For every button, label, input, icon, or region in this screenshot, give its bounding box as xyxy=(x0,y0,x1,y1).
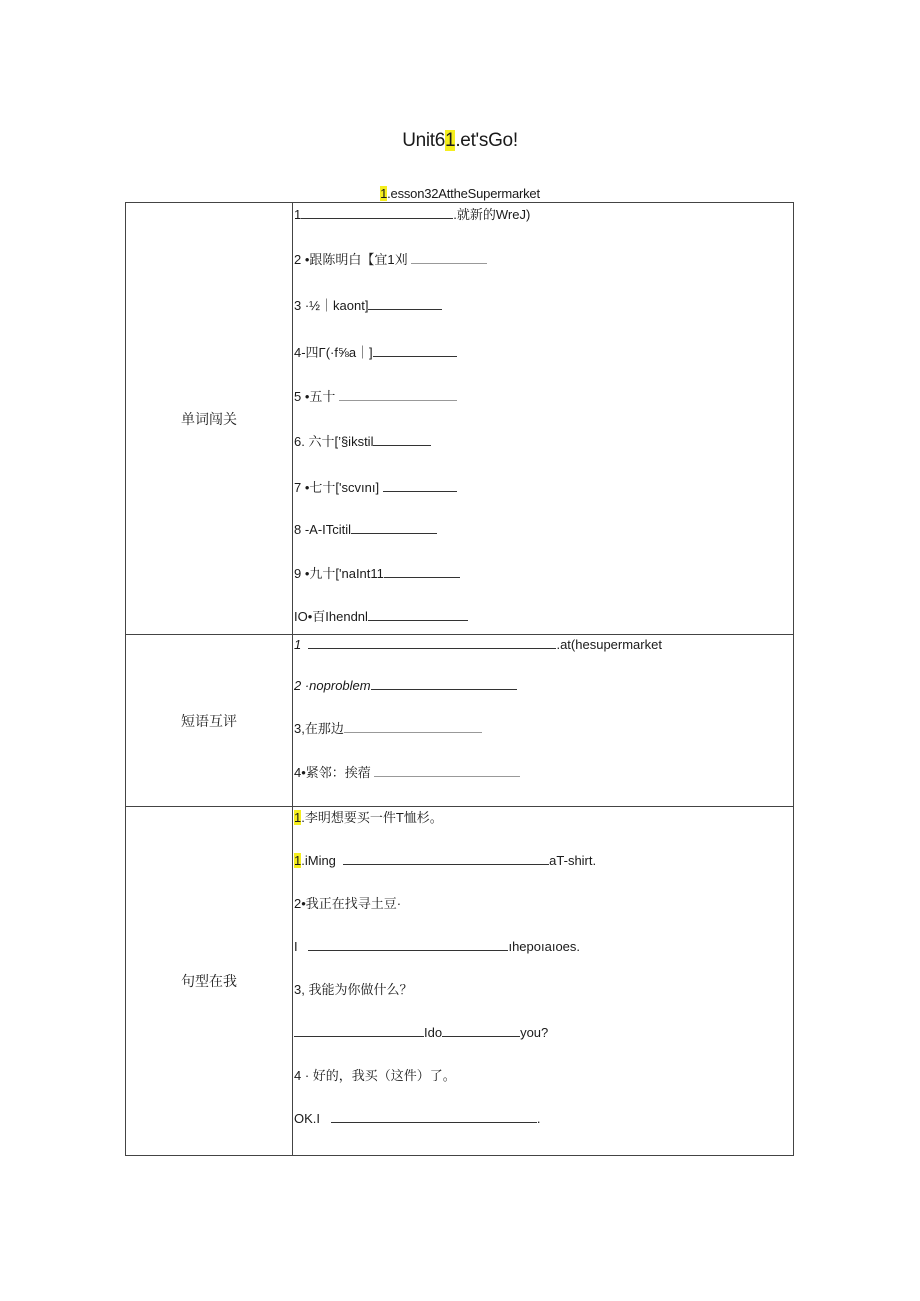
answer-blank[interactable] xyxy=(301,206,453,219)
answer-blank[interactable] xyxy=(308,938,508,951)
answer-blank[interactable] xyxy=(442,1024,520,1037)
highlight-mark: 1 xyxy=(294,810,302,825)
vocab-item-2: 2 •跟陈明白【宜1刈 xyxy=(294,251,487,268)
highlight-mark: 1 xyxy=(294,853,302,868)
sentence-item-4: 4 · 好的，我买（这件）了。 xyxy=(294,1068,456,1083)
page-title: Unit61.et'sGo! xyxy=(402,130,518,151)
answer-blank[interactable] xyxy=(384,565,460,578)
vocab-item-7: 7 •七十['scvını] xyxy=(294,479,457,496)
answer-blank[interactable] xyxy=(368,297,442,310)
section-label: 句型在我 xyxy=(126,807,293,1156)
answer-blank[interactable] xyxy=(344,720,482,733)
answer-blank[interactable] xyxy=(308,636,556,649)
vocab-item-9: 9 •九十['naInt11 xyxy=(294,565,460,582)
vocab-item-5: 5 •五十 xyxy=(294,388,457,405)
highlight-mark: 1 xyxy=(380,186,388,201)
phrase-item-3: 3,在那边 xyxy=(294,720,482,737)
answer-blank[interactable] xyxy=(411,251,487,264)
section-label: 单词闯关 xyxy=(126,203,293,635)
lesson-subtitle: 1.esson32AttheSupermarket xyxy=(380,186,540,201)
phrase-item-4: 4•紧邻：挨蓿 xyxy=(294,764,520,781)
answer-blank[interactable] xyxy=(351,521,437,534)
answer-blank[interactable] xyxy=(343,852,549,865)
sentence-item-1: 1.李明想要买一件T恤杉。 xyxy=(294,810,443,825)
answer-blank[interactable] xyxy=(339,388,457,401)
phrase-item-1: 1 .at(hesupermarket xyxy=(294,637,662,652)
answer-blank[interactable] xyxy=(373,344,457,357)
highlight-mark: 1 xyxy=(445,130,456,151)
sentence-item-3-english: Ido you? xyxy=(294,1024,548,1041)
vocab-item-1: 1 .就新的WreJ) xyxy=(294,207,531,222)
sentence-item-1-english: 1.iMing aT-shirt. xyxy=(294,853,597,868)
phrase-item-2: 2 ·noproblem xyxy=(294,677,517,694)
section-sentences xyxy=(126,807,794,1156)
section-content xyxy=(293,203,794,635)
answer-blank[interactable] xyxy=(374,764,520,777)
exercise-table xyxy=(125,202,794,1156)
vocab-item-10: IO•百Ihendnl xyxy=(294,608,468,625)
sentence-item-2: 2•我正在找寻土豆· xyxy=(294,896,402,911)
vocab-item-4: 4-四Γ(·f⅝a｜] xyxy=(294,344,457,361)
sentence-item-4-english: OK.I . xyxy=(294,1111,541,1126)
section-vocabulary xyxy=(126,203,794,635)
sentence-item-3: 3, 我能为你做什么？ xyxy=(294,982,413,997)
answer-blank[interactable] xyxy=(371,677,517,690)
vocab-item-3: 3 ·½｜kaont] xyxy=(294,297,442,314)
section-content xyxy=(293,635,794,807)
answer-blank[interactable] xyxy=(383,479,457,492)
sentence-item-2-english: I ıhepoıaıoes. xyxy=(294,939,581,954)
section-content xyxy=(293,807,794,1156)
vocab-item-6: 6. 六十[’§ikstil xyxy=(294,433,431,450)
vocab-item-8: 8 -A-ITcitil xyxy=(294,521,437,538)
answer-blank[interactable] xyxy=(373,433,431,446)
answer-blank[interactable] xyxy=(331,1110,537,1123)
answer-blank[interactable] xyxy=(368,608,468,621)
section-label: 短语互评 xyxy=(126,635,293,807)
answer-blank[interactable] xyxy=(294,1024,424,1037)
section-phrases xyxy=(126,635,794,807)
